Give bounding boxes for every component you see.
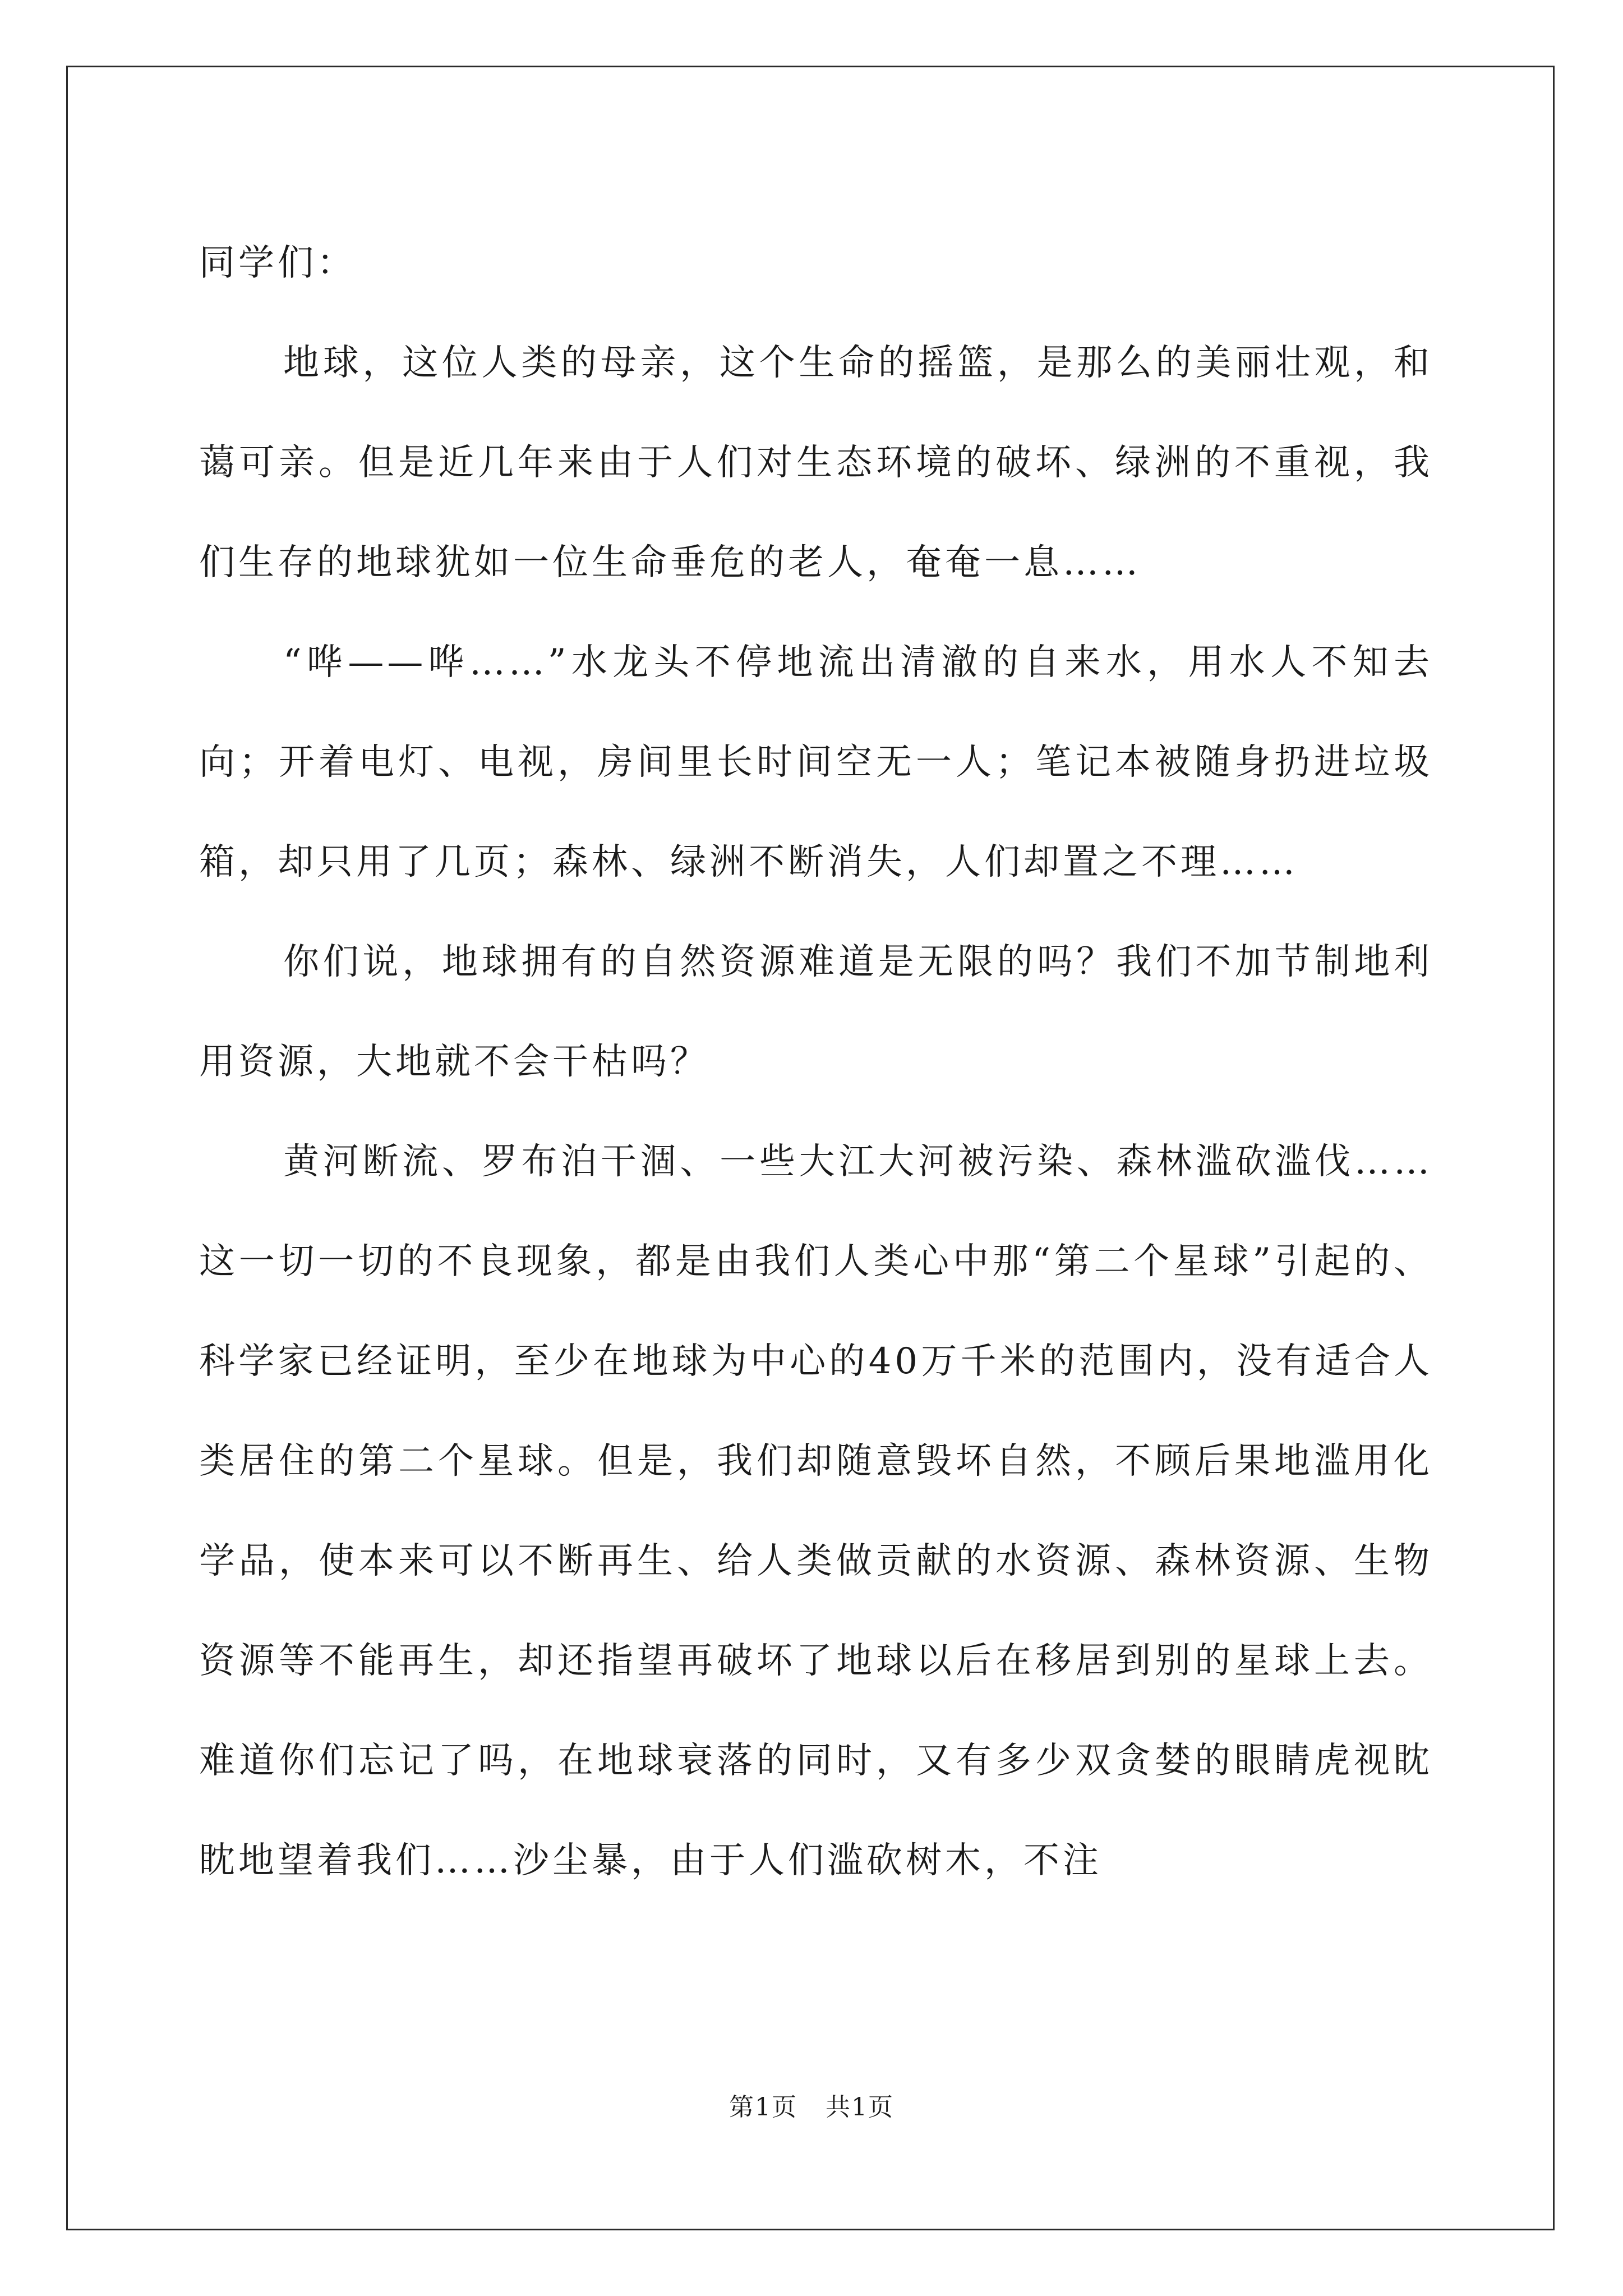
paragraph: 黄河断流、罗布泊干涸、一些大江大河被污染、森林滥砍滥伐……这一切一切的不良现象，都是由我们人类心中那“第二个星球”引起的、科学家已经证明，至少在地球为中心的40万千米的范围内，没有适合人类居住的第二个星球。但是，我们却随意毁坏自然，不顾后果地滥用化学品，使本来可以不断再生、给人类做贡献的水资源、森林资源、生物资源等不能再生，却还指望再破坏了地球以后在移居到别的星球上去。难道你们忘记了吗，在地球衰落的同时，又有多少双贪婪的眼睛虎视眈眈地望着我们……沙尘暴，由于人们滥砍树木，不注 [199, 1141, 1433, 1881]
greeting: 同学们： [199, 242, 356, 284]
page-count: 共1页 [826, 2093, 894, 2122]
page-footer [0, 2087, 1623, 2123]
paragraph: 地球，这位人类的母亲，这个生命的摇篮，是那么的美丽壮观，和蔼可亲。但是近几年来由于人们对生态环境的破坏、绿洲的不重视，我们生存的地球犹如一位生命垂危的老人，奄奄一息…… [199, 342, 1433, 583]
document-body [199, 213, 1433, 1911]
paragraph: “哗——哗……”水龙头不停地流出清澈的自来水，用水人不知去向；开着电灯、电视，房间里长时间空无一人；笔记本被随身扔进垃圾箱，却只用了几页；森林、绿洲不断消失，人们却置之不理…… [199, 642, 1433, 883]
page-number: 第1页 [729, 2093, 797, 2122]
paragraph: 你们说，地球拥有的自然资源难道是无限的吗？我们不加节制地利用资源，大地就不会干枯吗？ [199, 941, 1433, 1083]
